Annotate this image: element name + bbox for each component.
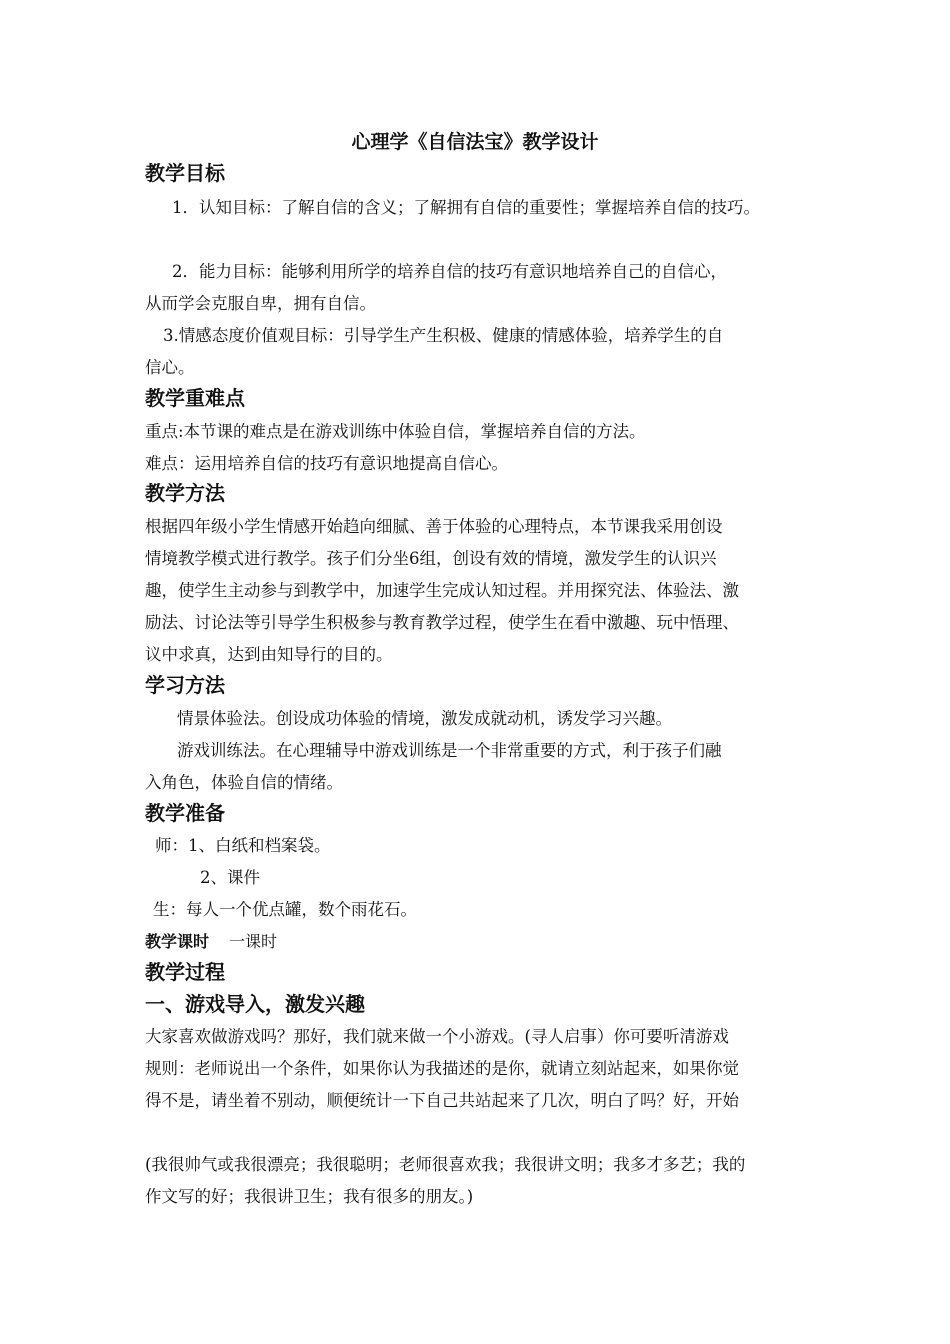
key-point-focus: 重点:本节课的难点是在游戏训练中体验自信，掌握培养自信的方法。	[145, 422, 646, 441]
heading-process: 教学过程	[145, 960, 225, 984]
heading-teaching-methods: 教学方法	[145, 481, 225, 505]
process-part1-examples-line1: (我很帅气或我很漂亮；我很聪明；老师很喜欢我；我很讲文明；我多才多艺；我的	[145, 1155, 746, 1174]
learning-game-line2: 入角色，体验自信的情绪。	[145, 773, 343, 792]
duration-label: 教学课时	[145, 932, 210, 951]
methods-line: 情境教学模式进行教学。孩子们分坐6组，创设有效的情境，激发学生的认识兴	[145, 549, 717, 568]
objective-emotion-line2: 信心。	[145, 358, 195, 377]
heading-key-points: 教学重难点	[145, 386, 245, 410]
process-part1-line: 规则：老师说出一个条件，如果你认为我描述的是你，就请立刻站起来，如果你觉	[145, 1059, 739, 1078]
learning-scenario: 情景体验法。创设成功体验的情境，激发成就动机，诱发学习兴趣。	[177, 709, 672, 728]
process-part1-examples-line2: 作文写的好；我很讲卫生；我有很多的朋友。)	[145, 1187, 474, 1206]
methods-line: 励法、讨论法等引导学生积极参与教育教学过程，使学生在看中激趣、玩中悟理、	[145, 613, 739, 632]
heading-preparation: 教学准备	[145, 801, 225, 825]
key-point-difficulty: 难点：运用培养自信的技巧有意识地提高自信心。	[145, 454, 508, 473]
objective-emotion-line1: 3.情感态度价值观目标：引导学生产生积极、健康的情感体验，培养学生的自	[163, 326, 724, 345]
methods-line: 议中求真，达到由知导行的目的。	[145, 645, 393, 664]
preparation-student: 生：每人一个优点罐，数个雨花石。	[153, 900, 417, 919]
document-title: 心理学《自信法宝》教学设计	[351, 131, 599, 153]
preparation-teacher-1: 师：1、白纸和档案袋。	[155, 836, 331, 855]
process-part1-line: 得不是，请坐着不别动，顺便统计一下自己共站起来了几次，明白了吗？好，开始	[145, 1091, 739, 1110]
methods-line: 根据四年级小学生情感开始趋向细腻、善于体验的心理特点，本节课我采用创设	[145, 517, 723, 536]
methods-line: 趣，使学生主动参与到教学中，加速学生完成认知过程。并用探究法、体验法、激	[145, 581, 739, 600]
objective-ability-line1: 2．能力目标：能够利用所学的培养自信的技巧有意识地培养自己的自信心，	[172, 262, 727, 281]
preparation-teacher-2: 2、课件	[200, 868, 260, 887]
duration-row	[145, 930, 277, 954]
learning-game-line1: 游戏训练法。在心理辅导中游戏训练是一个非常重要的方式，利于孩子们融	[177, 741, 722, 760]
objective-cognitive: 1．认知目标：了解自信的含义；了解拥有自信的重要性；掌握培养自信的技巧。	[172, 198, 760, 217]
heading-objectives: 教学目标	[145, 161, 225, 185]
objective-ability-line2: 从而学会克服自卑，拥有自信。	[145, 294, 376, 313]
process-part1-line: 大家喜欢做游戏吗？那好，我们就来做一个小游戏。(寻人启事）你可要听清游戏	[145, 1027, 729, 1046]
duration-value: 一课时	[229, 932, 278, 951]
heading-learning-methods: 学习方法	[145, 673, 225, 697]
process-part1-heading: 一、游戏导入，激发兴趣	[145, 992, 365, 1016]
